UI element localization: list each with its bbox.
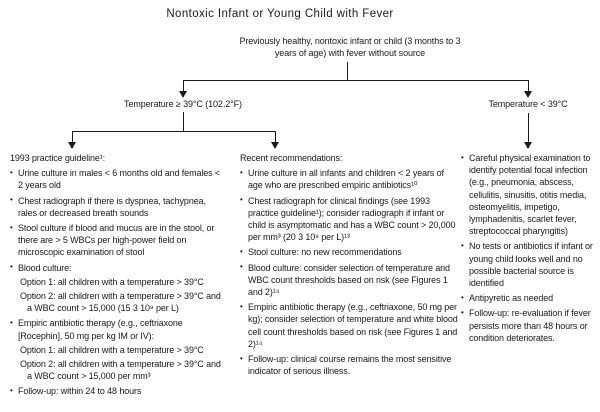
arrow-down-icon	[271, 142, 279, 149]
list-item	[10, 167, 222, 191]
list-item-text: Blood culture:	[18, 262, 72, 273]
connector-line	[528, 80, 529, 91]
column-heading: Recent recommendations:	[240, 153, 343, 163]
list-sub-item: Option 2: all children with a temperature > 39°C and a WBC count > 15,000 (15 3 10⁹ per L)	[20, 291, 221, 314]
bullet-icon: •	[10, 262, 13, 272]
list-item-text: Careful physical examination to identify potential focal infection (e.g., pneumonia, abscess, cellulitis, sinusitis, otitis media, osteomyelitis, impetigo, lymphadenitis, scarlet fever, streptococcal pharyngitis)	[469, 153, 591, 237]
bullet-icon: •	[10, 222, 13, 232]
bullet-icon: •	[10, 195, 13, 205]
column-recent-recommendations	[240, 152, 458, 377]
list-item	[461, 152, 597, 237]
bullet-icon: •	[240, 301, 243, 311]
arrow-down-icon	[68, 142, 76, 149]
bullet-icon: •	[10, 317, 13, 327]
connector-line	[183, 112, 184, 131]
branch-label-high-temp: Temperature ≥ 39°C (102.2°F)	[124, 99, 242, 109]
list-item-text: Antipyretic as needed	[469, 293, 554, 304]
page-title: Nontoxic Infant or Young Child with Fever	[166, 8, 394, 20]
arrow-down-icon	[524, 142, 532, 149]
connector-line	[72, 131, 276, 132]
list-item	[240, 167, 458, 191]
bullet-icon: •	[240, 246, 243, 256]
list-item	[240, 246, 458, 258]
list-item-text: Urine culture in males < 6 months old and females < 2 years old	[18, 168, 220, 191]
bullet-icon: •	[461, 240, 464, 250]
list-item	[10, 262, 222, 274]
bullet-icon: •	[461, 292, 464, 302]
list-item-text: Urine culture in all infants and children < 2 years of age who are prescribed empiric antibiotics¹⁰	[248, 168, 444, 191]
column-1993-guideline	[10, 152, 222, 398]
bullet-icon: •	[240, 353, 243, 363]
bullet-icon: •	[240, 195, 243, 205]
list-item-text: Empiric antibiotic therapy (e.g., ceftriaxone [Rocephin], 50 mg per kg IM or IV):	[18, 318, 183, 341]
connector-line	[72, 131, 73, 142]
list-item-text: Follow-up: within 24 to 48 hours	[18, 386, 142, 397]
list-sub-item: Option 1: all children with a temperature > 39°C	[20, 276, 204, 287]
list-item-text: Chest radiograph if there is dyspnea, tachypnea, rales or decreased breath sounds	[18, 195, 206, 218]
list-item-text: Follow-up: re-evaluation if fever persists more than 48 hours or condition deteriorates.	[469, 308, 591, 343]
list-item-text: Stool culture: no new recommendations	[248, 247, 402, 258]
arrow-down-icon	[524, 91, 532, 98]
list-sub-item: Option 1: all children with a temperature > 39°C	[20, 344, 204, 355]
column-heading: 1993 practice guideline¹:	[10, 153, 106, 163]
list-item-text: Chest radiograph for clinical findings (see 1993 practice guideline¹); consider radiograph if infant or child is asymptomatic and has a WBC count > 20,000 per mm³ (20 3 10⁹ per L)¹³	[248, 195, 456, 243]
list-item-text: Follow-up: clinical course remains the most sensitive indicator of serious illness.	[248, 354, 452, 377]
connector-line	[275, 131, 276, 142]
bullet-icon: •	[461, 152, 464, 162]
list-item	[10, 385, 222, 397]
bullet-icon: •	[240, 262, 243, 272]
list-item	[240, 353, 458, 377]
bullet-icon: •	[10, 385, 13, 395]
bullet-icon: •	[10, 167, 13, 177]
branch-label-low-temp: Temperature < 39°C	[488, 99, 568, 109]
list-item	[10, 222, 222, 259]
root-node: Previously healthy, nontoxic infant or child (3 months to 3 years of age) with fever without source	[239, 36, 461, 58]
bullet-icon: •	[461, 307, 464, 317]
list-item-text: No tests or antibiotics if infant or young child looks well and no possible bacterial source is identified	[469, 241, 593, 289]
list-item	[461, 292, 597, 304]
list-item	[461, 307, 597, 344]
list-item	[240, 195, 458, 244]
list-item-text: Stool culture if blood and mucus are in the stool, or there are > 5 WBCs per high-power field on microscopic examination of stool	[18, 223, 215, 258]
list-item	[10, 317, 222, 341]
connector-line	[183, 80, 184, 91]
list-item	[240, 301, 458, 350]
bullet-icon: •	[240, 167, 243, 177]
connector-line	[183, 80, 529, 81]
connector-line	[347, 62, 348, 80]
list-item-text: Empiric antibiotic therapy (e.g., ceftriaxone, 50 mg per kg); consider selection of temperature and white blood cell count thresholds based on risk (see Figures 1 and 2)¹⁴	[248, 302, 458, 349]
list-item	[10, 195, 222, 219]
list-item	[240, 262, 458, 299]
arrow-down-icon	[179, 91, 187, 98]
list-item	[461, 240, 597, 289]
list-item-text: Blood culture: consider selection of temperature and WBC count thresholds based on risk (see Figures 1 and 2)¹⁴	[248, 262, 450, 298]
column-low-temp-management	[461, 152, 597, 344]
connector-line	[528, 113, 529, 142]
list-sub-item: Option 2: all children with a temperature > 39°C and a WBC count > 15,000 per mm³	[20, 359, 221, 382]
